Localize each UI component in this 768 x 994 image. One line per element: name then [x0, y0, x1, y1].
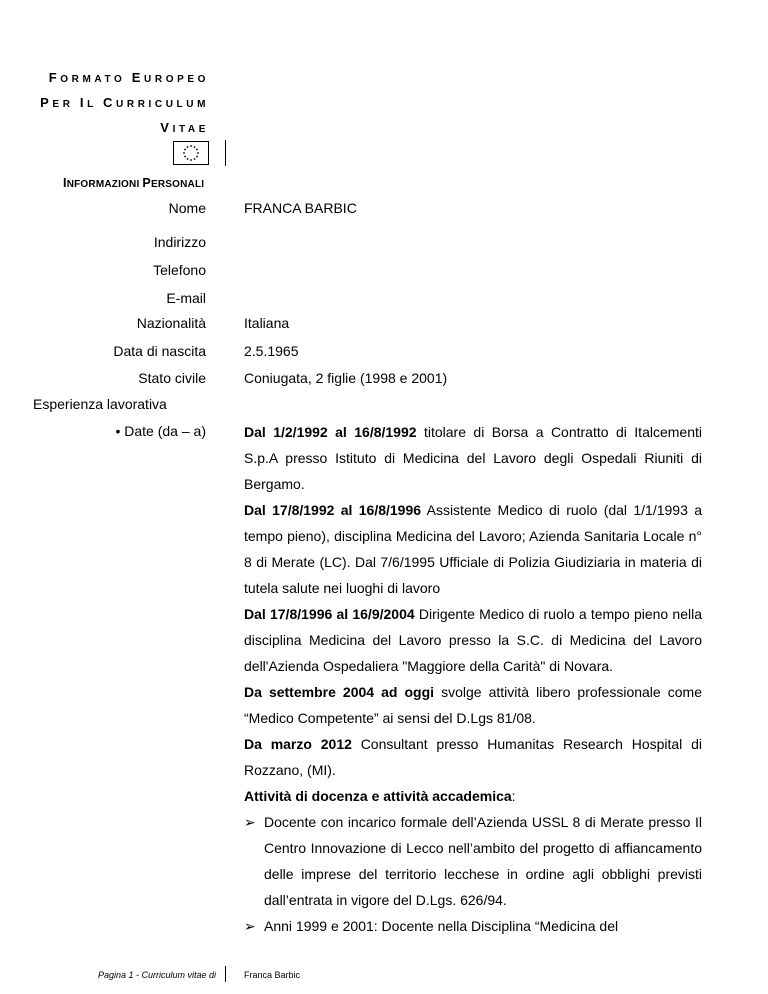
entry-4: [244, 679, 702, 731]
header-line-2: [40, 95, 209, 110]
experience-body: [244, 419, 702, 939]
entry-5-text: Consultant presso Humanitas Research Hospital di Rozzano, (MI).: [244, 736, 702, 778]
value-nazionalita: Italiana: [244, 315, 290, 331]
label-nazionalita: Nazionalità: [136, 315, 206, 331]
entry-3-dates: Dal 17/8/1996 al 16/9/2004: [244, 606, 415, 622]
header-line-2-text: PER IL CURRICULUM: [40, 95, 209, 110]
teaching-list: [244, 809, 702, 939]
header-line-1: [49, 70, 209, 85]
entry-5: [244, 731, 702, 783]
footer-right: Franca Barbic: [244, 970, 301, 980]
entry-1: [244, 419, 702, 497]
label-stato-civile: Stato civile: [138, 370, 206, 386]
label-indirizzo: Indirizzo: [153, 234, 206, 250]
label-dates: • Date (da – a): [115, 423, 206, 439]
entry-1-text: titolare di Borsa a Contratto di Italcementi S.p.A presso Istituto di Medicina del Lavoro degli Ospedali Riuniti di Bergamo.: [244, 424, 702, 492]
list-item-text: Docente con incarico formale dell’Azienda USSL 8 di Merate presso Il Centro Innovazione di Lecco nell’ambito del progetto di affiancamento delle imprese del territorio lecchese in ordine agli obblighi previsti dall’entrata in vigore del D.Lgs. 626/94.: [264, 814, 702, 908]
experience-title: Esperienza lavorativa: [33, 396, 167, 412]
arrow-bullet-icon: ➢: [244, 814, 256, 830]
column-divider: [225, 140, 226, 166]
footer-divider: [225, 966, 226, 982]
label-data-nascita: Data di nascita: [113, 343, 206, 359]
entry-2: [244, 497, 702, 601]
header-line-3: [160, 120, 209, 135]
list-item-text: Anni 1999 e 2001: Docente nella Disciplina “Medicina del: [264, 918, 619, 934]
entry-4-dates: Da settembre 2004 ad oggi: [244, 684, 435, 700]
entry-3: [244, 601, 702, 679]
value-data-nascita: 2.5.1965: [244, 343, 299, 359]
header-line-1-text: FORMATO EUROPEO: [48, 70, 209, 85]
value-nome: FRANCA BARBIC: [244, 200, 357, 216]
teaching-colon: :: [511, 788, 516, 804]
entry-4-text: svolge attività libero professionale come “Medico Competente” ai sensi del D.Lgs 81/08.: [244, 684, 702, 726]
entry-5-dates: Da marzo 2012: [244, 736, 352, 752]
entry-2-dates: Dal 17/8/1992 al 16/8/1996: [244, 502, 422, 518]
header-line-3-text: VITAE: [160, 120, 209, 135]
eu-flag-icon: [173, 141, 209, 165]
footer-left: Pagina 1 - Curriculum vitae di: [97, 970, 216, 980]
label-telefono: Telefono: [153, 262, 206, 278]
teaching-title: Attività di docenza e attività accademica: [244, 788, 512, 804]
section-title: [63, 176, 204, 190]
entry-2-text: Assistente Medico di ruolo (dal 1/1/1993 a tempo pieno), disciplina Medicina del Lavoro; Azienda Sanitaria Locale n° 8 di Merate (LC). Dal 7/6/1995 Ufficiale di Polizia Giudiziaria in materia di tutela salute nei luoghi di lavoro: [244, 502, 703, 596]
list-item: [244, 913, 702, 939]
label-nome: Nome: [168, 200, 206, 216]
list-item: [244, 809, 702, 913]
label-email: E-mail: [166, 290, 206, 306]
entry-3-text: Dirigente Medico di ruolo a tempo pieno nella disciplina Medicina del Lavoro presso la S.C. di Medicina del Lavoro dell'Azienda Ospedaliera "Maggiore della Carità" di Novara.: [244, 606, 702, 674]
arrow-bullet-icon: ➢: [244, 918, 256, 934]
value-stato-civile: Coniugata, 2 figlie (1998 e 2001): [244, 370, 448, 386]
entry-1-dates: Dal 1/2/1992 al 16/8/1992: [244, 424, 417, 440]
section-title-text: INFORMAZIONI PERSONALI: [63, 176, 205, 190]
teaching-heading: [244, 783, 702, 809]
